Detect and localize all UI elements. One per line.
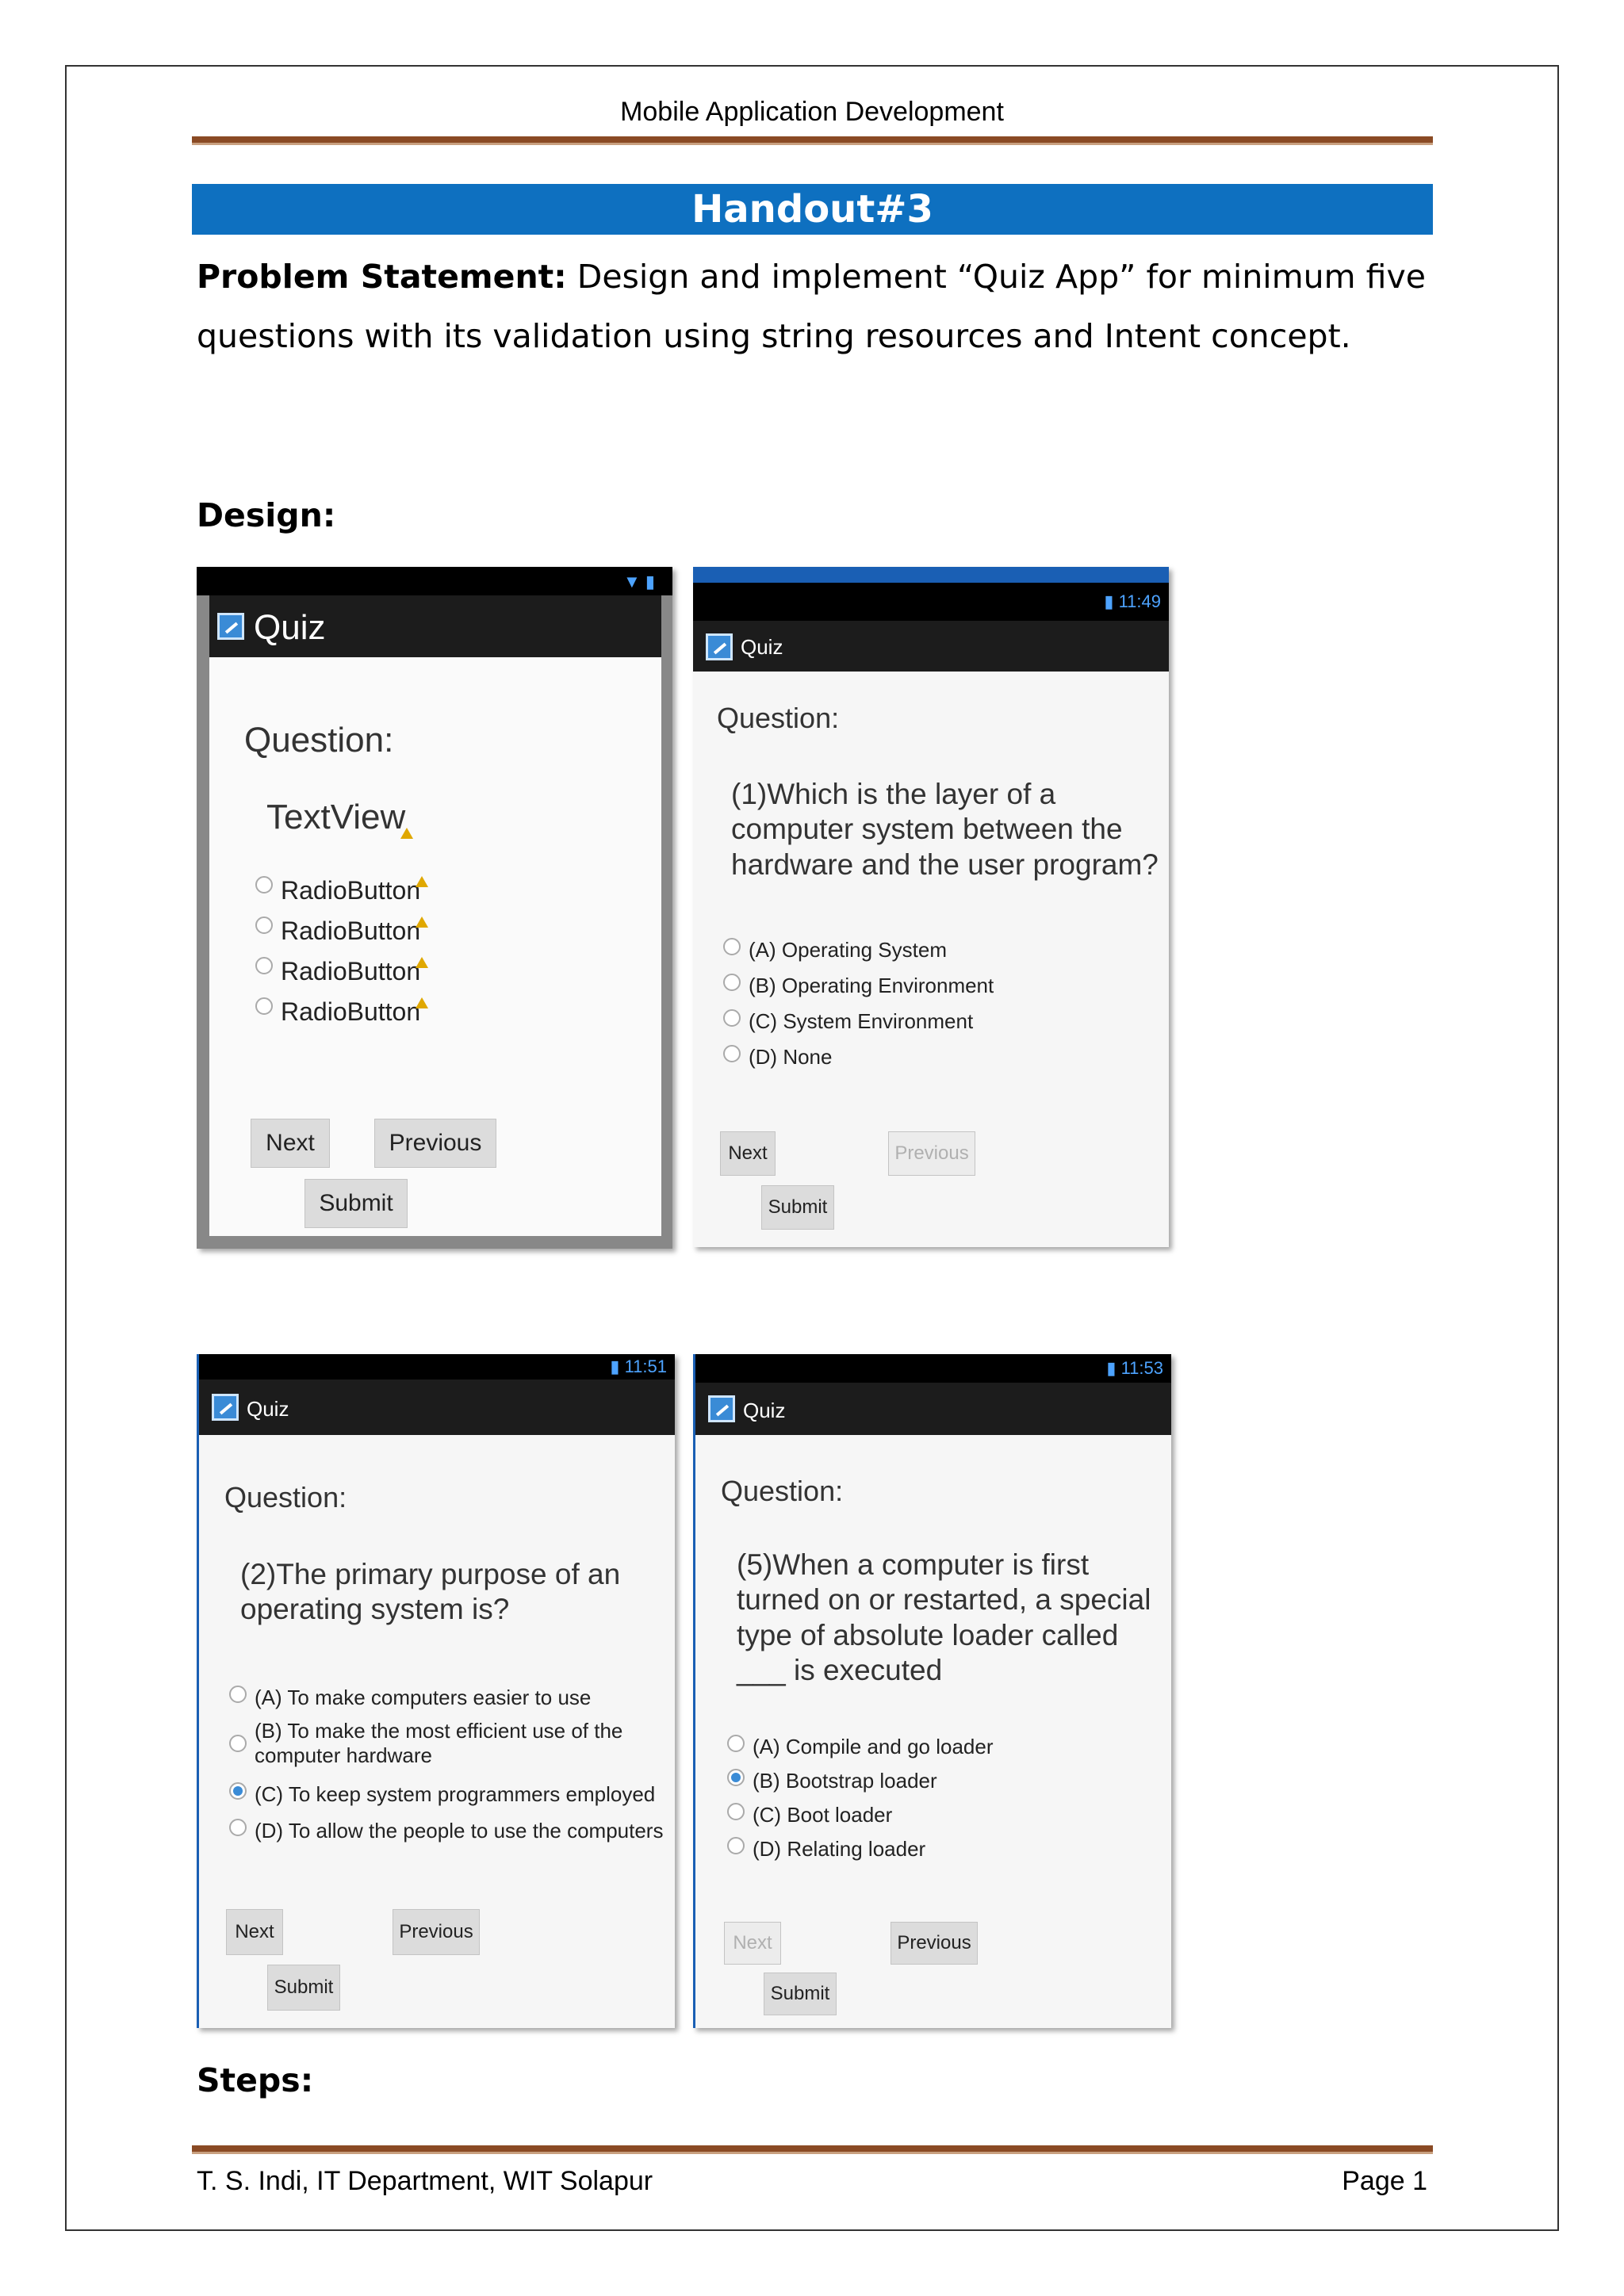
warning-icon — [416, 916, 428, 928]
app-title: Quiz — [741, 635, 783, 659]
action-bar — [693, 621, 1169, 672]
radio-selected-icon — [727, 1769, 745, 1786]
header-rule — [192, 136, 1433, 145]
previous-button[interactable]: Previous — [888, 1131, 975, 1176]
action-bar — [209, 595, 661, 657]
action-bar — [199, 1380, 675, 1435]
radio-icon — [255, 997, 273, 1015]
question-text: TextView — [266, 797, 413, 839]
submit-button[interactable]: Submit — [267, 1965, 340, 2011]
app-icon — [217, 613, 244, 640]
status-bar — [197, 567, 672, 595]
previous-button[interactable]: Previous — [374, 1119, 496, 1168]
warning-icon — [416, 876, 428, 887]
option-radio[interactable]: (B) Bootstrap loader — [727, 1769, 937, 1793]
warning-icon — [416, 957, 428, 968]
radio-icon — [255, 876, 273, 894]
page-header: Mobile Application Development — [620, 97, 1004, 127]
submit-button[interactable]: Submit — [764, 1973, 837, 2015]
radio-icon — [727, 1735, 745, 1752]
status-bar: ▮ 11:49 — [693, 583, 1169, 621]
app-icon — [708, 1395, 735, 1422]
question-text: (2)The primary purpose of an operating system is? — [240, 1558, 621, 1626]
option-radio[interactable]: RadioButton — [255, 876, 428, 905]
radio-icon — [229, 1819, 247, 1836]
phone-screenshot-design — [197, 567, 672, 1249]
radio-icon — [229, 1735, 247, 1752]
problem-label: Problem Statement: — [197, 258, 567, 296]
next-button[interactable]: Next — [251, 1119, 330, 1168]
status-bar: ▮ 11:51 — [199, 1354, 675, 1380]
radio-icon — [727, 1803, 745, 1820]
next-button[interactable]: Next — [226, 1909, 283, 1955]
handout-banner: Handout#3 — [192, 184, 1433, 235]
option-radio[interactable]: (D) To allow the people to use the computers — [229, 1819, 665, 1843]
radio-icon — [727, 1837, 745, 1854]
app-title: Quiz — [254, 608, 326, 647]
app-title: Quiz — [247, 1397, 289, 1421]
option-radio[interactable]: RadioButton — [255, 916, 428, 946]
phone-screenshot-question-2 — [197, 1354, 675, 2028]
page-number: Page 1 — [1342, 2166, 1427, 2196]
question-text: (1)Which is the layer of a computer system between the hardware and the user program? — [731, 778, 1159, 881]
warning-icon — [416, 997, 428, 1008]
radio-icon — [229, 1686, 247, 1703]
option-radio[interactable]: (C) Boot loader — [727, 1803, 892, 1827]
option-radio[interactable]: (A) Compile and go loader — [727, 1735, 994, 1759]
question-text: (5)When a computer is first turned on or restarted, a special type of absolute loader called ___ is executed — [737, 1548, 1151, 1687]
status-bar: ▮ 11:53 — [695, 1354, 1171, 1383]
steps-heading: Steps: — [197, 2061, 314, 2099]
option-radio[interactable]: (A) To make computers easier to use — [229, 1686, 657, 1710]
next-button[interactable]: Next — [724, 1922, 781, 1965]
option-radio[interactable]: (A) Operating System — [723, 938, 947, 962]
app-icon — [212, 1394, 239, 1421]
radio-icon — [723, 938, 741, 955]
option-radio[interactable]: (C) System Environment — [723, 1009, 973, 1034]
question-label: Question: — [717, 702, 840, 734]
problem-statement — [197, 247, 1426, 366]
radio-icon — [723, 1009, 741, 1027]
previous-button[interactable]: Previous — [891, 1922, 978, 1965]
design-screen — [209, 595, 661, 1236]
option-radio[interactable]: (C) To keep system programmers employed — [229, 1782, 657, 1807]
option-radio[interactable]: RadioButton — [255, 997, 428, 1027]
design-heading: Design: — [197, 496, 336, 534]
emulator-title-bar — [693, 567, 1169, 583]
radio-selected-icon — [229, 1782, 247, 1800]
option-radio[interactable]: (D) None — [723, 1045, 832, 1070]
radio-icon — [723, 1045, 741, 1062]
signal-icon: ▼ ▮ — [623, 572, 655, 591]
submit-button[interactable]: Submit — [304, 1179, 408, 1228]
previous-button[interactable]: Previous — [393, 1909, 480, 1955]
app-title: Quiz — [743, 1399, 786, 1422]
problem-text: Design and implement “Quiz App” for minimum five questions with its validation using string resources and Intent concept. — [197, 258, 1426, 355]
option-radio[interactable]: (D) Relating loader — [727, 1837, 925, 1862]
warning-icon — [400, 828, 413, 839]
option-radio[interactable]: (B) To make the most efficient use of the computer hardware — [229, 1719, 626, 1768]
footer-rule — [192, 2145, 1433, 2154]
radio-icon — [723, 974, 741, 991]
submit-button[interactable]: Submit — [761, 1185, 834, 1230]
radio-icon — [255, 957, 273, 974]
question-label: Question: — [224, 1481, 347, 1513]
radio-icon — [255, 916, 273, 934]
app-icon — [706, 633, 733, 660]
option-radio[interactable]: RadioButton — [255, 957, 428, 986]
option-radio[interactable]: (B) Operating Environment — [723, 974, 994, 998]
next-button[interactable]: Next — [720, 1131, 776, 1176]
phone-screenshot-question-1 — [693, 567, 1169, 1247]
question-label: Question: — [721, 1475, 844, 1507]
action-bar — [695, 1383, 1171, 1435]
footer-author: T. S. Indi, IT Department, WIT Solapur — [197, 2166, 653, 2196]
question-label: Question: — [244, 721, 394, 760]
phone-screenshot-question-5 — [693, 1354, 1171, 2028]
